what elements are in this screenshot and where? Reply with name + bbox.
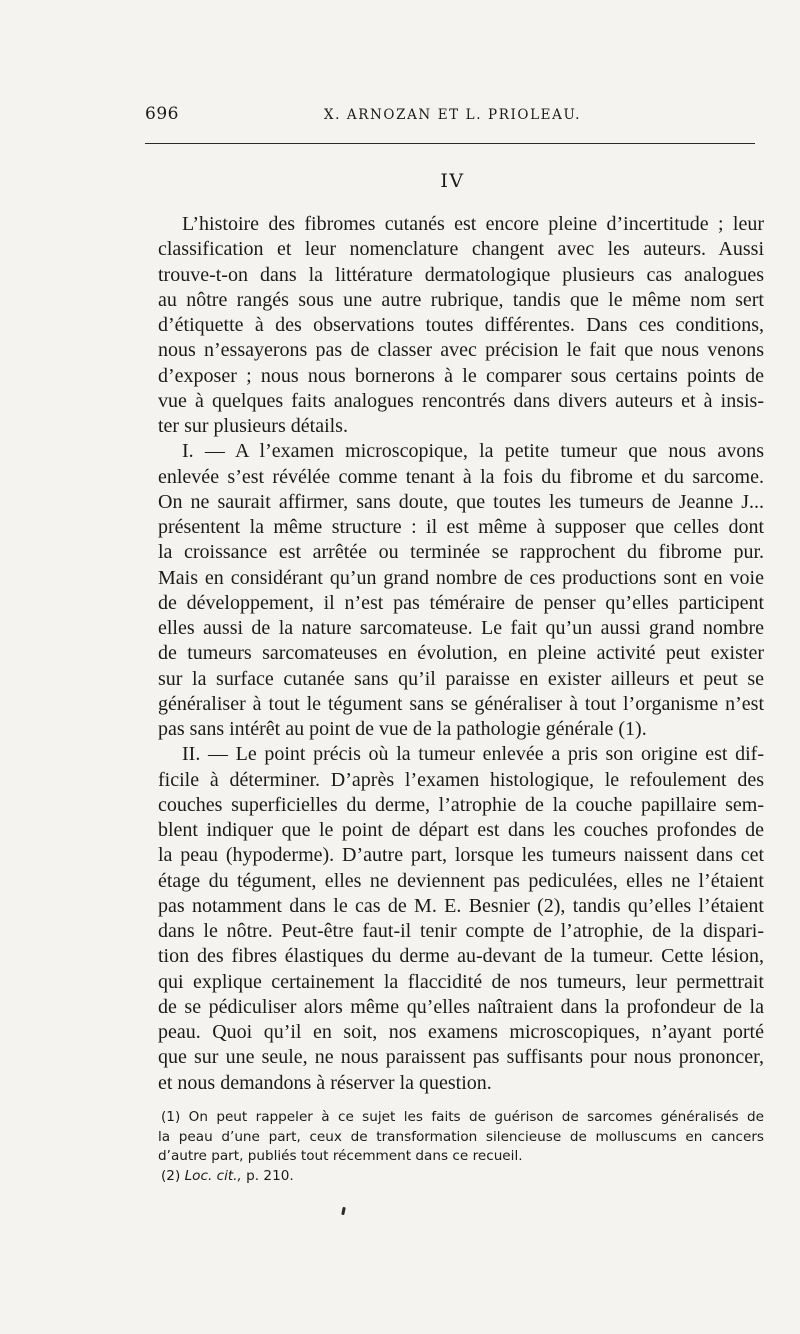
footnotes [158, 1108, 764, 1186]
body-line: qui explique certainement la flaccidité de nos tumeurs, leur permettrait [158, 970, 764, 993]
footnote-2-marker: (2) [161, 1167, 181, 1184]
body-line: que sur une seule, ne nous paraissent pas suffisants pour nous prononcer, [158, 1046, 764, 1069]
page-number: 696 [145, 104, 179, 124]
body-line: pas notamment dans le cas de M. E. Besnier (2), tandis qu’elles l’étaient [158, 894, 764, 917]
body-line: la croissance est arrêtée ou terminée se rapprochent du fibrome pur. [158, 541, 764, 564]
ink-mark [341, 1207, 346, 1215]
footnote-2 [158, 1167, 764, 1187]
body-line: sur la surface cutanée sans qu’il paraisse en exister ailleurs et peut se [158, 667, 764, 690]
running-title: X. ARNOZAN ET L. PRIOLEAU. [323, 107, 582, 123]
body-text [158, 212, 764, 1096]
body-line: ter sur plusieurs détails. [158, 415, 348, 437]
body-line: d’étiquette à des observations toutes différentes. Dans ces conditions, [158, 314, 764, 336]
section-heading: IV [440, 170, 465, 192]
body-line: enlevée s’est révélée comme tenant à la fois du fibrome et du sarcome. [158, 465, 764, 488]
running-head [145, 104, 760, 128]
footnote-2-reference: Loc. cit., [184, 1167, 242, 1184]
body-line: I. — A l’examen microscopique, la petite tumeur que nous avons [182, 440, 764, 463]
body-line: couches superficielles du derme, l’atrophie de la couche papillaire sem- [158, 793, 764, 816]
body-line: Mais en considérant qu’un grand nombre de ces productions sont en voie [158, 566, 764, 589]
body-line: ficile à déterminer. D’après l’examen histologique, le refoulement des [158, 768, 764, 791]
footnote-1-line: la peau d’une part, ceux de transformation silencieuse de molluscums en cancers [158, 1128, 764, 1145]
body-line: étage du tégument, elles ne deviennent pas pediculées, elles ne l’étaient [158, 869, 764, 892]
body-line: blent indiquer que le point de départ est dans les couches profondes de [158, 819, 764, 841]
body-line: tion des fibres élastiques du derme au-devant de la tumeur. Cette lésion, [158, 945, 764, 968]
footnote-2-page: p. 210. [246, 1167, 294, 1184]
body-line: de développement, il n’est pas téméraire de penser qu’elles participent [158, 591, 764, 614]
body-line: On ne saurait affirmer, sans doute, que toutes les tumeurs de Jeanne J... [158, 490, 764, 513]
body-line: trouve-t-on dans la littérature dermatologique plusieurs cas analogues [158, 263, 764, 286]
body-line: généraliser à tout le tégument sans se généraliser à tout l’organisme n’est [158, 692, 764, 715]
body-line: nous n’essayerons pas de classer avec précision le fait que nous venons [158, 339, 764, 362]
body-line: II. — Le point précis où la tumeur enlevée a pris son origine est dif- [182, 743, 764, 766]
body-line: la peau (hypoderme). D’autre part, lorsque les tumeurs naissent dans cet [158, 844, 764, 867]
body-line: au nôtre rangés sous une autre rubrique, tandis que le même nom sert [158, 288, 764, 311]
footnote-1-line: (1) On peut rappeler à ce sujet les faits de guérison de sarcomes généralisés de [161, 1109, 764, 1125]
body-line: dans le nôtre. Peut-être faut-il tenir compte de l’atrophie, de la dispari- [158, 920, 764, 942]
body-line: L’histoire des fibromes cutanés est encore pleine d’incertitude ; leur [182, 213, 764, 235]
body-line: et nous demandons à réserver la question. [158, 1071, 492, 1094]
body-line: de se pédiculiser alors même qu’elles naîtraient dans la profondeur de la [158, 995, 764, 1018]
body-line: peau. Quoi qu’il en soit, nos examens microscopiques, n’ayant porté [158, 1021, 764, 1043]
body-line: pas sans intérêt au point de vue de la pathologie générale (1). [158, 718, 647, 740]
body-line: d’exposer ; nous nous bornerons à le comparer sous certains points de [158, 364, 764, 387]
body-line: présentent la même structure : il est même à supposer que celles dont [158, 516, 764, 538]
body-line: elles aussi de la nature sarcomateuse. Le fait qu’un aussi grand nombre [158, 617, 764, 639]
body-line: vue à quelques faits analogues rencontrés dans divers auteurs et à insis- [158, 389, 764, 412]
header-rule [145, 143, 755, 144]
body-line: classification et leur nomenclature changent avec les auteurs. Aussi [158, 238, 764, 261]
body-line: de tumeurs sarcomateuses en évolution, en pleine activité peut exister [158, 642, 764, 665]
footnote-1-line: d’autre part, publiés tout récemment dans ce recueil. [158, 1148, 523, 1164]
